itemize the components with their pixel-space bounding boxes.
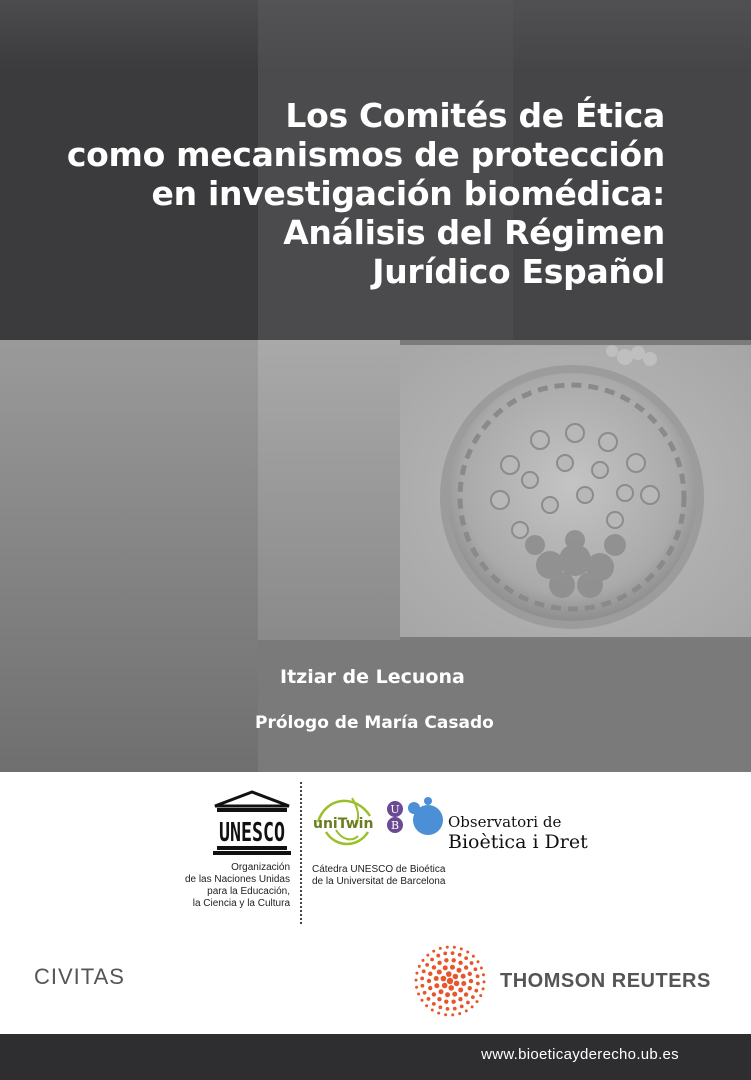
svg-text:B: B bbox=[390, 819, 400, 832]
thomson-reuters-wordmark: THOMSON REUTERS bbox=[500, 970, 711, 992]
dotted-divider bbox=[300, 782, 302, 924]
author-name: Itziar de Lecuona bbox=[280, 666, 465, 688]
footer-bar bbox=[0, 1034, 751, 1080]
image-band bbox=[0, 340, 751, 772]
embryo-photo bbox=[400, 345, 751, 637]
website-url: www.bioeticayderecho.ub.es bbox=[481, 1046, 679, 1063]
title-line: Análisis del Régimen bbox=[283, 213, 665, 252]
title-line: Los Comités de Ética bbox=[285, 96, 665, 135]
title-line: en investigación biomédica: bbox=[151, 174, 665, 213]
civitas-imprint: CIVITAS bbox=[34, 964, 125, 989]
observatori-logo-icon bbox=[406, 796, 444, 836]
caption-line: Organización bbox=[231, 862, 290, 873]
ub-logo-icon bbox=[384, 800, 406, 834]
catedra-caption bbox=[312, 864, 445, 888]
svg-text:U: U bbox=[390, 803, 400, 816]
observatori-line: Bioètica i Dret bbox=[448, 831, 588, 853]
background-shade bbox=[0, 0, 751, 70]
observatori-name bbox=[448, 814, 588, 853]
caption-line: Cátedra UNESCO de Bioética bbox=[312, 864, 446, 875]
book-title bbox=[25, 96, 665, 291]
publisher-area bbox=[0, 772, 751, 1034]
caption-line: para la Educación, bbox=[207, 886, 290, 897]
caption-line: de las Naciones Unidas bbox=[184, 874, 290, 885]
caption-line: la Ciencia y la Cultura bbox=[192, 898, 290, 909]
unesco-caption bbox=[150, 862, 290, 910]
background-panel bbox=[0, 340, 258, 772]
background-panel bbox=[258, 640, 751, 772]
blastocyst-image bbox=[400, 345, 751, 637]
prologue-credit: Prólogo de María Casado bbox=[255, 713, 494, 733]
title-line: Jurídico Español bbox=[372, 252, 665, 291]
background-panel bbox=[258, 340, 400, 640]
unesco-logo-icon bbox=[213, 790, 291, 856]
unitwin-logo-icon bbox=[312, 792, 378, 848]
title-band bbox=[0, 0, 751, 340]
unesco-wordmark: UNESCO bbox=[219, 818, 285, 848]
title-line: como mecanismos de protección bbox=[66, 135, 665, 174]
caption-line: de la Universitat de Barcelona bbox=[312, 876, 446, 887]
observatori-line: Observatori de bbox=[448, 813, 562, 831]
unitwin-wordmark: uniTwin bbox=[313, 816, 374, 832]
thomson-reuters-logo-icon bbox=[414, 945, 486, 1017]
